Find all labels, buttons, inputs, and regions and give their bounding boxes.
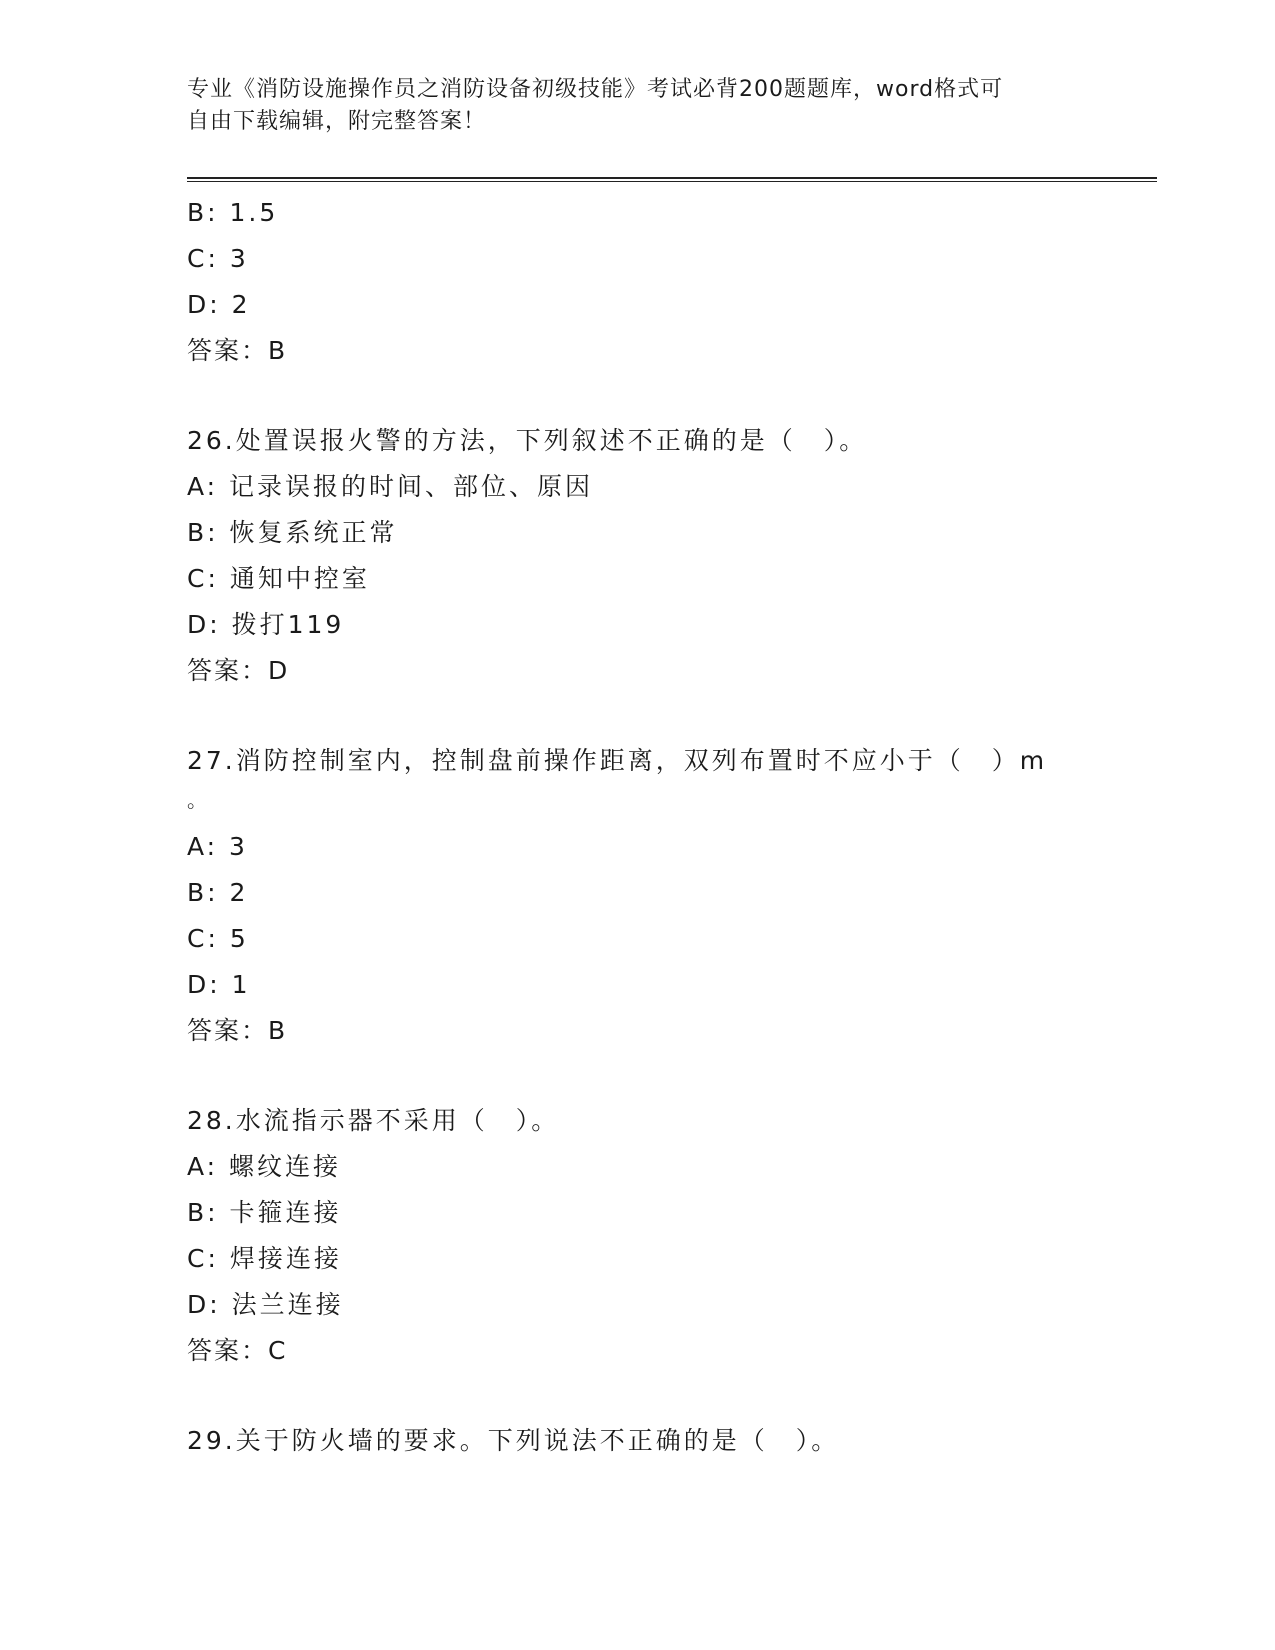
option-a: A: 3 [187, 832, 248, 861]
option-a: A: 记录误报的时间、部位、原因 [187, 472, 594, 501]
question-title-continuation: 。 [187, 788, 210, 812]
option-b: B: 卡箍连接 [187, 1198, 342, 1227]
question-26 [187, 418, 1087, 694]
option-d: D: 2 [187, 290, 251, 319]
option-d: D: 1 [187, 970, 251, 999]
document-header [187, 74, 1087, 138]
header-line-2: 自由下载编辑，附完整答案！ [187, 109, 487, 134]
question-27 [187, 738, 1087, 1054]
option-d: D: 法兰连接 [187, 1290, 344, 1319]
question-29 [187, 1418, 1087, 1464]
option-b: B: 恢复系统正常 [187, 518, 398, 547]
option-d: D: 拨打119 [187, 610, 345, 639]
answer-line: 答案：B [187, 1016, 288, 1045]
option-b: B: 2 [187, 878, 249, 907]
question-title: 29.关于防火墙的要求。下列说法不正确的是（ ）。 [187, 1426, 840, 1455]
spacer [187, 694, 1087, 738]
answer-line: 答案：C [187, 1336, 288, 1365]
option-c: C: 焊接连接 [187, 1244, 342, 1273]
option-c: C: 通知中控室 [187, 564, 370, 593]
option-a: A: 螺纹连接 [187, 1152, 342, 1181]
option-b: B: 1.5 [187, 198, 279, 227]
answer-line: 答案：D [187, 656, 290, 685]
spacer [187, 1374, 1087, 1418]
question-title: 26.处置误报火警的方法，下列叙述不正确的是（ ）。 [187, 426, 868, 455]
header-divider [187, 177, 1157, 182]
spacer [187, 374, 1087, 418]
question-list [187, 190, 1087, 1464]
option-c: C: 5 [187, 924, 249, 953]
header-line-1: 专业《消防设施操作员之消防设备初级技能》考试必背200题题库，word格式可 [187, 77, 1004, 102]
answer-line: 答案：B [187, 336, 288, 365]
question-28 [187, 1098, 1087, 1374]
question-title: 28.水流指示器不采用（ ）。 [187, 1106, 560, 1135]
question-25-tail [187, 190, 1087, 374]
spacer [187, 1054, 1087, 1098]
question-title: 27.消防控制室内，控制盘前操作距离，双列布置时不应小于（ ）m [187, 746, 1048, 775]
option-c: C: 3 [187, 244, 249, 273]
